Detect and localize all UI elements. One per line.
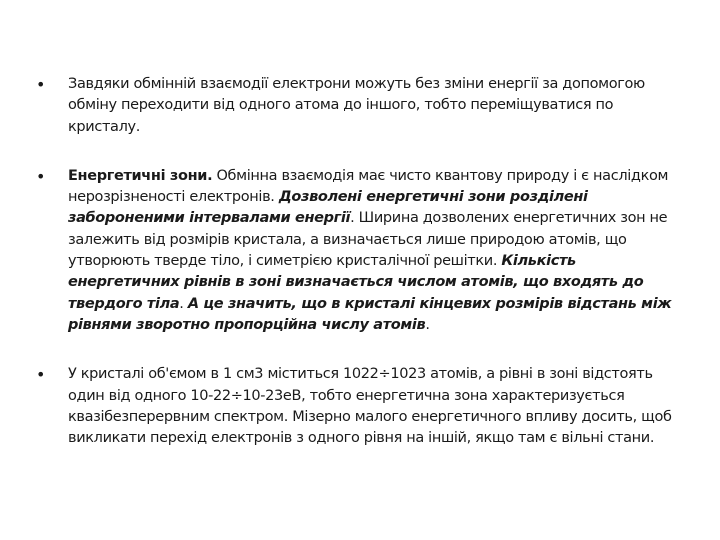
bullet-text-part: Обмінна взаємодія має чисто квантову природу і є наслідком нерозрізненості електронів. [68,167,669,206]
bullet-text-part: . Ширина дозволених енергетичних зон не залежить від розмірів кристала, а визначається лише природою атомів, що утворюють тверде тіло, і симетрією кристалічної решітки. [68,210,668,270]
bullet-item-energy-bands [36,166,686,336]
bullet-heading: Енергетичні зони. [68,167,213,184]
bullet-icon: • [36,365,46,385]
bullet-text: У кристалі об'ємом в 1 см3 міститься 1022÷1023 атомів, а рівні в зоні відстоять один від одного 10-22÷10-23еВ, тобто енергетична зона характеризується квазібезперервним спектром. Мізерно малого енергетичного впливу досить, щоб викликати перехід електронів з одного рівня на іншій, якщо там є вільні стани. [68,366,672,447]
bullet-item-crystal-volume [36,364,686,449]
bullet-list [36,74,686,449]
bullet-item-exchange [36,74,686,138]
bullet-text-part: . [179,295,188,312]
bullet-icon: • [36,75,46,94]
bullet-text-part: . [425,316,430,333]
emphasis-text: А це значить, що в кристалі кінцевих розмірів відстань між рівнями зворотно пропорційна числу атомів [68,295,672,333]
emphasis-text: Дозволені енергетичні зони розділені забороненими інтервалами енергії [68,189,588,227]
emphasis-text: Кількість енергетичних рівнів в зоні визначається числом атомів, що входять до твердого тіла [68,253,644,312]
bullet-icon: • [36,166,46,186]
bullet-text: Завдяки обмінній взаємодії електрони можуть без зміни енергії за допомогою обміну переходити від одного атома до іншого, тобто переміщуватися по кристалу. [68,76,645,135]
